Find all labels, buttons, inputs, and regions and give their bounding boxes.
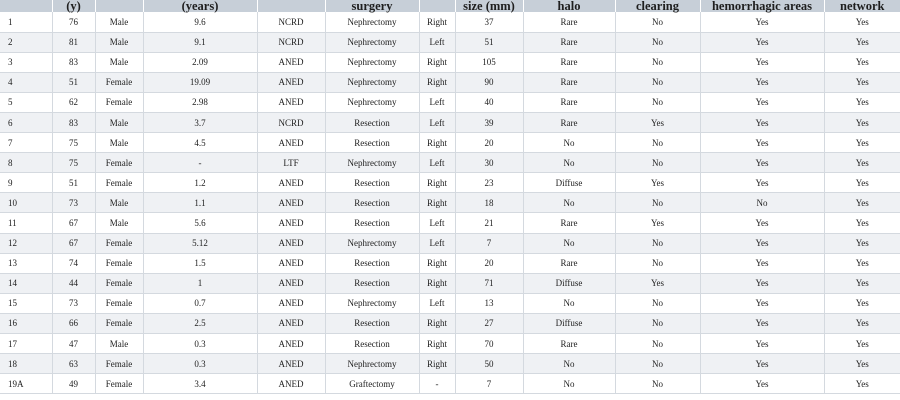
table-cell: ANED [257, 133, 325, 153]
table-cell: Resection [325, 133, 419, 153]
table-cell: Female [95, 153, 143, 173]
table-cell: Male [95, 12, 143, 32]
table-cell: 105 [455, 52, 523, 72]
table-cell: 5 [0, 92, 52, 112]
table-cell: 83 [52, 52, 95, 72]
table-cell: Rare [523, 12, 615, 32]
table-cell: 13 [0, 253, 52, 273]
table-cell: 5.6 [143, 213, 257, 233]
table-cell: 1.5 [143, 253, 257, 273]
table-cell: 2 [0, 32, 52, 52]
table-cell: No [615, 313, 700, 333]
table-cell: Male [95, 112, 143, 132]
column-header [257, 0, 325, 12]
table-cell: Yes [824, 153, 900, 173]
table-row [0, 112, 900, 132]
table-cell: Right [419, 193, 455, 213]
table-cell: 30 [455, 153, 523, 173]
table-cell: Yes [824, 133, 900, 153]
table-cell: No [700, 193, 824, 213]
table-row [0, 52, 900, 72]
table-cell: Yes [615, 112, 700, 132]
table-cell: Female [95, 72, 143, 92]
table-cell: 50 [455, 354, 523, 374]
table-row [0, 72, 900, 92]
column-header: network [824, 0, 900, 12]
table-cell: Yes [700, 173, 824, 193]
table-cell: Nephrectomy [325, 153, 419, 173]
table-cell: 81 [52, 32, 95, 52]
table-cell: Yes [824, 273, 900, 293]
table-cell: ANED [257, 52, 325, 72]
table-cell: Rare [523, 253, 615, 273]
table-cell: Female [95, 253, 143, 273]
table-cell: Nephrectomy [325, 52, 419, 72]
table-cell: Yes [824, 72, 900, 92]
column-header: (y) [52, 0, 95, 12]
table-cell: ANED [257, 354, 325, 374]
table-cell: ANED [257, 293, 325, 313]
table-cell: Nephrectomy [325, 12, 419, 32]
table-cell: 76 [52, 12, 95, 32]
table-cell: No [615, 193, 700, 213]
table-cell: 0.3 [143, 334, 257, 354]
table-row [0, 193, 900, 213]
table-row [0, 12, 900, 32]
table-cell: Graftectomy [325, 374, 419, 394]
table-cell: 19.09 [143, 72, 257, 92]
table-cell: NCRD [257, 32, 325, 52]
table-cell: Female [95, 313, 143, 333]
table-cell: 3 [0, 52, 52, 72]
table-cell: 0.7 [143, 293, 257, 313]
table-cell: Yes [700, 32, 824, 52]
table-cell: Left [419, 153, 455, 173]
table-cell: Male [95, 32, 143, 52]
table-cell: 62 [52, 92, 95, 112]
table-cell: Rare [523, 52, 615, 72]
table-cell: Yes [615, 213, 700, 233]
table-cell: 3.4 [143, 374, 257, 394]
table-cell: Nephrectomy [325, 233, 419, 253]
table-cell: Resection [325, 273, 419, 293]
table-cell: No [615, 153, 700, 173]
table-cell: ANED [257, 253, 325, 273]
column-header: surgery [325, 0, 419, 12]
table-cell: 73 [52, 193, 95, 213]
table-header [0, 0, 900, 12]
table-cell: 14 [0, 273, 52, 293]
column-header: (years) [143, 0, 257, 12]
table-cell: ANED [257, 92, 325, 112]
column-header [419, 0, 455, 12]
table-cell: ANED [257, 273, 325, 293]
table-cell: 8 [0, 153, 52, 173]
table-cell: Right [419, 253, 455, 273]
table-cell: Yes [700, 233, 824, 253]
table-cell: 51 [52, 72, 95, 92]
table-cell: ANED [257, 374, 325, 394]
table-row [0, 213, 900, 233]
table-cell: Right [419, 52, 455, 72]
table-cell: Diffuse [523, 273, 615, 293]
table-cell: Rare [523, 92, 615, 112]
table-cell: 75 [52, 153, 95, 173]
table-cell: 70 [455, 334, 523, 354]
table-cell: Yes [700, 72, 824, 92]
table-cell: Female [95, 273, 143, 293]
table-cell: Male [95, 193, 143, 213]
table-cell: 51 [455, 32, 523, 52]
table-cell: 20 [455, 253, 523, 273]
table-cell: Resection [325, 253, 419, 273]
table-cell: 7 [455, 374, 523, 394]
table-cell: 19A [0, 374, 52, 394]
table-cell: Left [419, 233, 455, 253]
table-cell: Female [95, 293, 143, 313]
table-cell: 74 [52, 253, 95, 273]
table-cell: ANED [257, 313, 325, 333]
table-cell: 83 [52, 112, 95, 132]
table-cell: 49 [52, 374, 95, 394]
table-cell: Yes [700, 273, 824, 293]
table-row [0, 273, 900, 293]
table-cell: 18 [0, 354, 52, 374]
table-cell: Right [419, 173, 455, 193]
table-row [0, 133, 900, 153]
table-cell: Female [95, 374, 143, 394]
table-cell: Diffuse [523, 313, 615, 333]
table-cell: Yes [824, 32, 900, 52]
table-row [0, 253, 900, 273]
table-cell: No [615, 293, 700, 313]
table-cell: Yes [824, 313, 900, 333]
table-cell: Yes [700, 354, 824, 374]
table-cell: 27 [455, 313, 523, 333]
table-cell: 5.12 [143, 233, 257, 253]
table-cell: Right [419, 273, 455, 293]
table-cell: 63 [52, 354, 95, 374]
table-cell: 4 [0, 72, 52, 92]
table-cell: Yes [700, 153, 824, 173]
table-cell: No [523, 153, 615, 173]
table-cell: No [615, 32, 700, 52]
table-cell: Rare [523, 334, 615, 354]
table-row [0, 293, 900, 313]
table-cell: Nephrectomy [325, 72, 419, 92]
table-cell: Yes [700, 334, 824, 354]
table-cell: NCRD [257, 112, 325, 132]
table-cell: Right [419, 12, 455, 32]
table-cell: 47 [52, 334, 95, 354]
table-cell: Yes [615, 173, 700, 193]
table-cell: Yes [824, 12, 900, 32]
table-cell: ANED [257, 173, 325, 193]
column-header [95, 0, 143, 12]
table-cell: Right [419, 334, 455, 354]
table-cell: 10 [0, 193, 52, 213]
table-cell: ANED [257, 233, 325, 253]
table-cell: Right [419, 313, 455, 333]
table-cell: Yes [700, 313, 824, 333]
table-cell: 37 [455, 12, 523, 32]
table-cell: Male [95, 213, 143, 233]
table-cell: Nephrectomy [325, 293, 419, 313]
table-cell: Resection [325, 193, 419, 213]
table-cell: 16 [0, 313, 52, 333]
column-header [0, 0, 52, 12]
table-cell: Right [419, 354, 455, 374]
table-cell: Yes [700, 12, 824, 32]
table-cell: Yes [824, 52, 900, 72]
table-cell: Female [95, 92, 143, 112]
table-cell: Female [95, 173, 143, 193]
table-cell: 20 [455, 133, 523, 153]
column-header: halo [523, 0, 615, 12]
table-row [0, 92, 900, 112]
table-cell: 21 [455, 213, 523, 233]
table-cell: Yes [700, 112, 824, 132]
table-cell: NCRD [257, 12, 325, 32]
table-cell: 66 [52, 313, 95, 333]
table-cell: 2.09 [143, 52, 257, 72]
table-cell: No [615, 334, 700, 354]
table-cell: ANED [257, 72, 325, 92]
table-cell: Yes [824, 253, 900, 273]
table-cell: 67 [52, 233, 95, 253]
table-cell: ANED [257, 193, 325, 213]
table-cell: - [143, 153, 257, 173]
table-cell: Yes [824, 173, 900, 193]
table-cell: Nephrectomy [325, 32, 419, 52]
table-cell: - [419, 374, 455, 394]
header-row [0, 0, 900, 12]
table-cell: No [615, 133, 700, 153]
table-cell: No [523, 193, 615, 213]
table-cell: 51 [52, 173, 95, 193]
table-cell: 13 [455, 293, 523, 313]
table-row [0, 334, 900, 354]
table-cell: No [523, 293, 615, 313]
table-cell: Yes [700, 52, 824, 72]
table-cell: 12 [0, 233, 52, 253]
table-cell: 9 [0, 173, 52, 193]
table-cell: Rare [523, 112, 615, 132]
table-row [0, 374, 900, 394]
table-cell: Female [95, 354, 143, 374]
table-cell: No [615, 253, 700, 273]
table-cell: Diffuse [523, 173, 615, 193]
table-row [0, 354, 900, 374]
table-cell: No [523, 374, 615, 394]
table-cell: Male [95, 52, 143, 72]
table-cell: No [523, 233, 615, 253]
table-cell: 39 [455, 112, 523, 132]
table-cell: 4.5 [143, 133, 257, 153]
table-cell: 23 [455, 173, 523, 193]
table-cell: Yes [700, 293, 824, 313]
table-cell: 2.98 [143, 92, 257, 112]
table-cell: Male [95, 133, 143, 153]
table-cell: 44 [52, 273, 95, 293]
table-cell: 18 [455, 193, 523, 213]
table-cell: Yes [824, 112, 900, 132]
table-cell: 75 [52, 133, 95, 153]
table-cell: Yes [824, 92, 900, 112]
table-cell: Resection [325, 213, 419, 233]
table-cell: Left [419, 112, 455, 132]
table-row [0, 153, 900, 173]
column-header: size (mm) [455, 0, 523, 12]
table-cell: 90 [455, 72, 523, 92]
table-row [0, 233, 900, 253]
table-cell: Left [419, 213, 455, 233]
table-cell: Yes [824, 354, 900, 374]
table-cell: Rare [523, 32, 615, 52]
table-cell: Resection [325, 112, 419, 132]
table-cell: Yes [824, 293, 900, 313]
table-cell: Yes [824, 233, 900, 253]
table-cell: 1.1 [143, 193, 257, 213]
table-cell: Yes [824, 193, 900, 213]
table-cell: 3.7 [143, 112, 257, 132]
table-cell: 1 [143, 273, 257, 293]
table-cell: 1.2 [143, 173, 257, 193]
table-cell: Right [419, 72, 455, 92]
table-cell: Rare [523, 72, 615, 92]
table-cell: Yes [615, 273, 700, 293]
table-cell: 67 [52, 213, 95, 233]
table-cell: Resection [325, 334, 419, 354]
column-header: hemorrhagic areas [700, 0, 824, 12]
table-cell: No [615, 12, 700, 32]
table-cell: ANED [257, 334, 325, 354]
table-cell: Yes [700, 374, 824, 394]
table-row [0, 313, 900, 333]
table-cell: 7 [0, 133, 52, 153]
table-cell: Male [95, 334, 143, 354]
table-cell: Nephrectomy [325, 354, 419, 374]
table-cell: ANED [257, 213, 325, 233]
table-cell: 0.3 [143, 354, 257, 374]
table-row [0, 173, 900, 193]
table-cell: No [615, 52, 700, 72]
table-cell: Yes [700, 133, 824, 153]
table-cell: No [615, 233, 700, 253]
table-cell: Yes [824, 334, 900, 354]
column-header: clearing [615, 0, 700, 12]
table-cell: No [523, 354, 615, 374]
table-cell: Nephrectomy [325, 92, 419, 112]
table-cell: No [615, 72, 700, 92]
table-cell: Right [419, 133, 455, 153]
table-cell: Left [419, 32, 455, 52]
table-cell: No [615, 354, 700, 374]
table-cell: 6 [0, 112, 52, 132]
table-cell: Yes [824, 213, 900, 233]
table-cell: Rare [523, 213, 615, 233]
table-cell: Yes [700, 213, 824, 233]
table-cell: Yes [700, 92, 824, 112]
table-cell: 2.5 [143, 313, 257, 333]
table-cell: Left [419, 293, 455, 313]
table-cell: Female [95, 233, 143, 253]
table-cell: Left [419, 92, 455, 112]
table-cell: Yes [700, 253, 824, 273]
table-cell: Resection [325, 173, 419, 193]
table-cell: 1 [0, 12, 52, 32]
table-cell: 11 [0, 213, 52, 233]
table-cell: 7 [455, 233, 523, 253]
table-cell: 40 [455, 92, 523, 112]
table-body [0, 12, 900, 394]
table-cell: 9.1 [143, 32, 257, 52]
table-cell: 71 [455, 273, 523, 293]
table-cell: No [523, 133, 615, 153]
table-cell: No [615, 92, 700, 112]
table-cell: 9.6 [143, 12, 257, 32]
table-cell: Yes [824, 374, 900, 394]
table-cell: 73 [52, 293, 95, 313]
table-cell: 15 [0, 293, 52, 313]
table-cell: 17 [0, 334, 52, 354]
table-cell: No [615, 374, 700, 394]
table-cell: LTF [257, 153, 325, 173]
table-row [0, 32, 900, 52]
table-cell: Resection [325, 313, 419, 333]
